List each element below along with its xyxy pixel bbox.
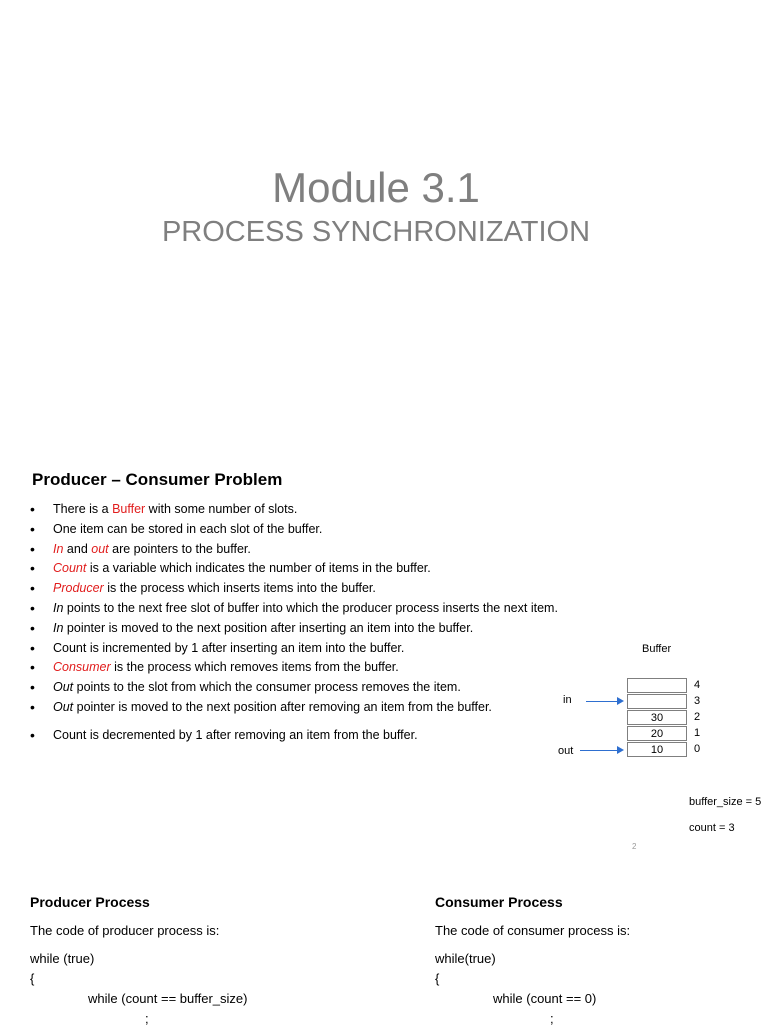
consumer-intro: The code of consumer process is: bbox=[435, 923, 631, 938]
buffer-slot: 20 bbox=[627, 726, 687, 741]
bullet-icon: • bbox=[30, 560, 35, 577]
list-item: • Producer is the process which inserts items into the buffer. bbox=[30, 579, 558, 599]
list-item: • In and out are pointers to the buffer. bbox=[30, 540, 558, 560]
module-title: Module 3.1 bbox=[272, 164, 480, 211]
consumer-code-line: { bbox=[435, 971, 440, 986]
bullet-icon: • bbox=[30, 540, 35, 557]
list-item: • In points to the next free slot of buffer into which the producer process inserts the next item. bbox=[30, 599, 558, 619]
producer-heading: Producer Process bbox=[30, 894, 150, 910]
consumer-code-line: ; bbox=[550, 1011, 554, 1026]
bullet-icon: • bbox=[30, 726, 35, 743]
in-arrow-icon bbox=[586, 701, 620, 702]
list-item: • One item can be stored in each slot of the buffer. bbox=[30, 520, 558, 540]
bullet-icon: • bbox=[30, 501, 35, 517]
list-item: • Out pointer is moved to the next position after removing an item from the buffer. bbox=[30, 698, 558, 718]
bullet-icon: • bbox=[30, 599, 35, 616]
in-pointer-label: in bbox=[563, 694, 572, 706]
bullet-icon: • bbox=[30, 639, 35, 656]
producer-code-line: while (true) bbox=[30, 951, 95, 966]
list-item: • Count is incremented by 1 after inserting an item into the buffer. bbox=[30, 639, 558, 659]
bullet-icon: • bbox=[30, 698, 35, 715]
bullet-list bbox=[30, 500, 558, 746]
list-item: • Consumer is the process which removes items from the buffer. bbox=[30, 658, 558, 678]
in-arrowhead-icon bbox=[617, 697, 624, 705]
producer-code-line: { bbox=[30, 971, 35, 986]
buffer-size-label: buffer_size = 5 bbox=[689, 796, 762, 808]
slot-index: 1 bbox=[694, 727, 701, 739]
count-label: count = 3 bbox=[689, 822, 735, 834]
consumer-heading: Consumer Process bbox=[435, 894, 563, 910]
buffer-label: Buffer bbox=[642, 643, 672, 655]
producer-intro: The code of producer process is: bbox=[30, 923, 220, 938]
list-item: • Count is decremented by 1 after removing an item from the buffer. bbox=[30, 726, 558, 746]
buffer-slot: 10 bbox=[627, 742, 687, 757]
slot-index: 4 bbox=[694, 679, 701, 691]
slot-index: 0 bbox=[694, 743, 701, 755]
bullet-icon: • bbox=[30, 520, 35, 537]
out-arrowhead-icon bbox=[617, 746, 624, 754]
buffer-slot: 30 bbox=[627, 710, 687, 725]
consumer-code-line: while(true) bbox=[435, 951, 496, 966]
bullet-icon: • bbox=[30, 679, 35, 696]
list-item: • There is a Buffer with some number of slots. bbox=[30, 500, 558, 520]
list-item: • In pointer is moved to the next position after inserting an item into the buffer. bbox=[30, 619, 558, 639]
buffer-slot bbox=[627, 694, 687, 709]
module-subtitle: PROCESS SYNCHRONIZATION bbox=[161, 216, 591, 248]
producer-code-line: while (count == buffer_size) bbox=[88, 991, 248, 1006]
slot-index: 2 bbox=[694, 711, 701, 723]
slot-index: 3 bbox=[694, 695, 701, 707]
bullet-icon: • bbox=[30, 659, 35, 676]
bullet-icon: • bbox=[30, 619, 35, 636]
section-heading: Producer – Consumer Problem bbox=[32, 470, 283, 489]
buffer-slot bbox=[627, 678, 687, 693]
consumer-code-line: while (count == 0) bbox=[493, 991, 597, 1006]
list-item: • Count is a variable which indicates the number of items in the buffer. bbox=[30, 559, 558, 579]
page-number: 2 bbox=[632, 842, 637, 851]
bullet-icon: • bbox=[30, 580, 35, 597]
producer-code-line: ; bbox=[145, 1011, 149, 1026]
list-item: • Out points to the slot from which the consumer process removes the item. bbox=[30, 678, 558, 698]
out-pointer-label: out bbox=[558, 745, 574, 757]
out-arrow-icon bbox=[580, 750, 620, 751]
